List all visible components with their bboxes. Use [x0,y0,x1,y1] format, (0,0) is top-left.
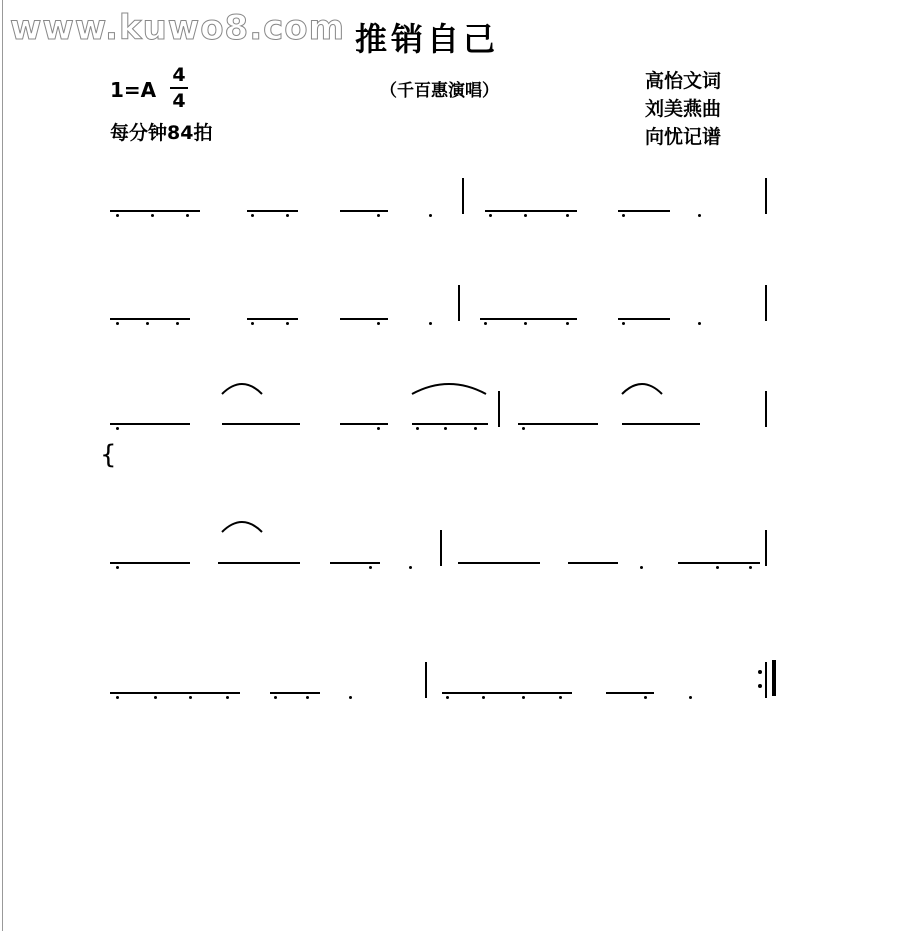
time-sig-bar [170,87,188,89]
low-octave-dot-42 [306,696,309,699]
low-octave-dot-36 [749,566,752,569]
low-octave-dot-12 [698,214,701,217]
time-sig-bottom: 4 [172,90,186,112]
low-octave-dot-25 [116,427,119,430]
beam-26 [606,692,654,694]
low-octave-dot-46 [522,696,525,699]
beam-22 [678,562,760,564]
barline-4-1 [440,530,442,566]
repeat-dot-top [758,670,762,674]
composer: 刘美燕曲 [645,98,722,120]
slur-4 [220,516,264,534]
barline-4-2 [765,530,767,566]
low-octave-dot-49 [689,696,692,699]
beam-9 [480,318,577,320]
singer: （千百惠演唱） [380,81,499,101]
low-octave-dot-45 [482,696,485,699]
low-octave-dot-18 [377,322,380,325]
low-octave-dot-21 [524,322,527,325]
beam-23 [110,692,240,694]
low-octave-dot-40 [226,696,229,699]
low-octave-dot-22 [566,322,569,325]
low-octave-dot-39 [189,696,192,699]
low-octave-dot-14 [146,322,149,325]
low-octave-dot-30 [522,427,525,430]
beam-15 [518,423,598,425]
low-octave-dot-6 [377,214,380,217]
time-signature [170,64,188,112]
beam-17 [110,562,190,564]
low-octave-dot-4 [251,214,254,217]
low-octave-dot-23 [622,322,625,325]
low-octave-dot-29 [474,427,477,430]
beam-7 [247,318,298,320]
slur-1 [220,378,264,396]
beam-3 [340,210,388,212]
beam-4 [485,210,577,212]
slur-2 [410,378,488,396]
low-octave-dot-1 [116,214,119,217]
transcriber: 向忧记谱 [645,126,722,148]
barline-1-1 [462,178,464,214]
final-barline-thick [772,660,776,696]
low-octave-dot-10 [566,214,569,217]
low-octave-dot-9 [524,214,527,217]
low-octave-dot-48 [644,696,647,699]
low-octave-dot-11 [622,214,625,217]
low-octave-dot-47 [559,696,562,699]
barline-3-2 [765,391,767,427]
low-octave-dot-5 [286,214,289,217]
low-octave-dot-38 [154,696,157,699]
beam-12 [222,423,300,425]
beam-14 [412,423,488,425]
low-octave-dot-41 [274,696,277,699]
beam-1 [110,210,200,212]
low-octave-dot-7 [429,214,432,217]
beam-24 [270,692,320,694]
beam-16 [622,423,700,425]
beam-20 [458,562,540,564]
low-octave-dot-20 [484,322,487,325]
key-signature: 1=A [110,78,157,102]
barline-5-2 [765,662,767,698]
low-octave-dot-44 [446,696,449,699]
slur-3 [620,378,664,396]
repeat-dot-bottom [758,684,762,688]
beam-11 [110,423,190,425]
low-octave-dot-27 [416,427,419,430]
beam-2 [247,210,298,212]
beam-18 [218,562,300,564]
time-sig-top: 4 [172,64,186,86]
barline-3-1 [498,391,500,427]
barline-5-1 [425,662,427,698]
low-octave-dot-28 [444,427,447,430]
verse-brace: { [100,440,117,470]
beam-19 [330,562,380,564]
beam-5 [618,210,670,212]
low-octave-dot-24 [698,322,701,325]
low-octave-dot-32 [369,566,372,569]
beam-8 [340,318,388,320]
low-octave-dot-15 [176,322,179,325]
low-octave-dot-3 [186,214,189,217]
beam-25 [442,692,572,694]
low-octave-dot-31 [116,566,119,569]
barline-2-2 [765,285,767,321]
low-octave-dot-26 [377,427,380,430]
low-octave-dot-16 [251,322,254,325]
low-octave-dot-19 [429,322,432,325]
tempo: 每分钟84拍 [110,122,213,144]
low-octave-dot-2 [151,214,154,217]
lyricist: 高怡文词 [645,70,722,92]
low-octave-dot-13 [116,322,119,325]
barline-2-1 [458,285,460,321]
low-octave-dot-33 [409,566,412,569]
beam-21 [568,562,618,564]
page-left-edge [2,0,3,931]
song-title: 推销自己 [355,20,500,58]
beam-13 [340,423,388,425]
beam-6 [110,318,190,320]
low-octave-dot-37 [116,696,119,699]
low-octave-dot-8 [489,214,492,217]
low-octave-dot-43 [349,696,352,699]
barline-1-2 [765,178,767,214]
low-octave-dot-17 [286,322,289,325]
beam-10 [618,318,670,320]
watermark: www.kuwo8.com [10,8,346,48]
low-octave-dot-35 [716,566,719,569]
low-octave-dot-34 [640,566,643,569]
